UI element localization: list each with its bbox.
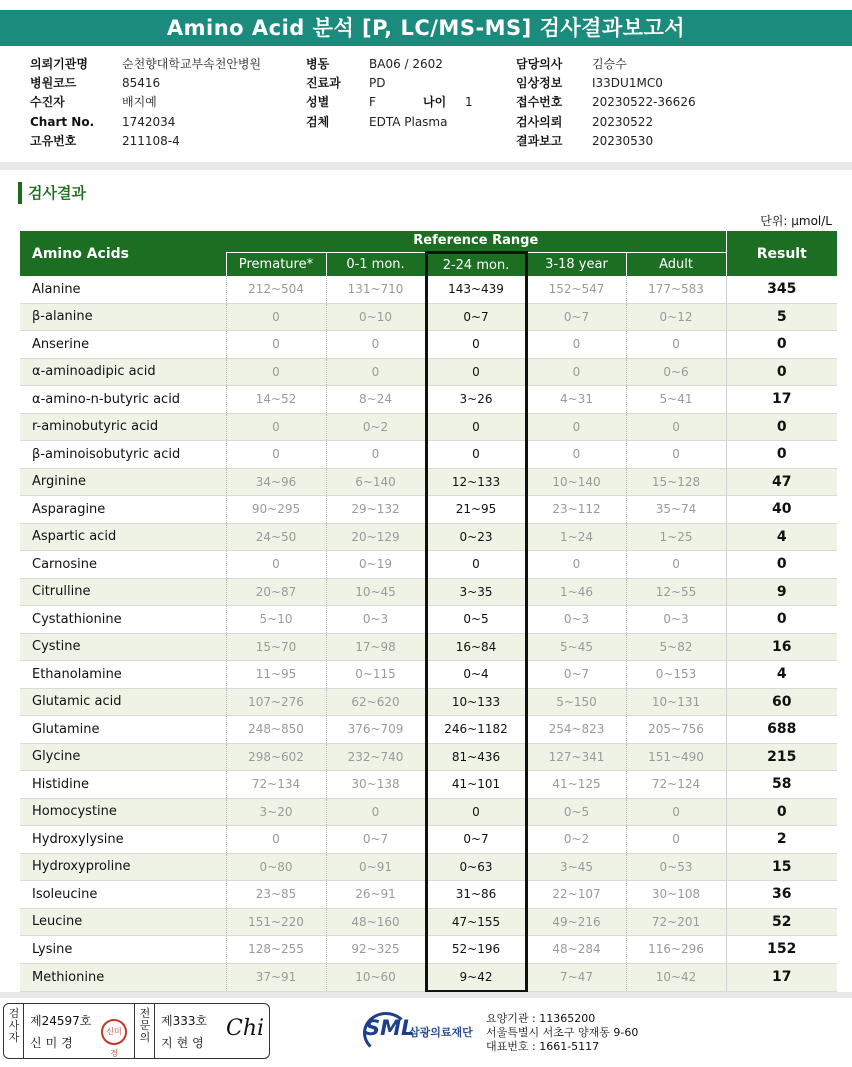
reference-range-cell: 143~439	[426, 276, 526, 303]
reference-range-cell: 0~3	[626, 606, 726, 634]
table-row	[20, 661, 837, 689]
patient-info	[30, 55, 840, 150]
amino-acid-name: α-amino-n-butyric acid	[20, 386, 226, 414]
col-0-1-mon: 0-1 mon.	[326, 253, 426, 277]
reference-range-cell: 3~45	[526, 853, 626, 881]
table-row	[20, 578, 837, 606]
info-c1-4	[30, 132, 180, 151]
lab-info-line: 요양기관 : 11365200	[486, 1012, 596, 1025]
info-key: 나이	[423, 95, 447, 109]
reference-range-cell: 17~98	[326, 633, 426, 661]
reference-range-cell: 116~296	[626, 936, 726, 964]
table-row	[20, 358, 837, 386]
reference-range-cell: 205~756	[626, 716, 726, 744]
reference-range-cell: 0	[426, 441, 526, 469]
info-key: Chart No.	[30, 115, 95, 129]
reference-range-cell: 3~35	[426, 578, 526, 606]
col-2-24-mon: 2-24 mon.	[426, 253, 526, 277]
amino-acid-name: Glycine	[20, 743, 226, 771]
reference-range-cell: 81~436	[426, 743, 526, 771]
reference-range-cell: 23~112	[526, 496, 626, 524]
info-c1-1	[30, 74, 160, 93]
col-premature: Premature*	[226, 253, 326, 277]
reference-range-cell: 127~341	[526, 743, 626, 771]
signature: Chi	[226, 1016, 265, 1041]
reference-range-cell: 22~107	[526, 881, 626, 909]
reference-range-cell: 254~823	[526, 716, 626, 744]
table-row	[20, 716, 837, 744]
reference-range-cell: 3~26	[426, 386, 526, 414]
reference-range-cell: 0	[226, 551, 326, 579]
info-value: PD	[369, 76, 386, 90]
reference-range-cell: 10~131	[626, 688, 726, 716]
info-c3-0	[516, 55, 627, 74]
reference-range-cell: 0~91	[326, 853, 426, 881]
reference-range-cell: 34~96	[226, 468, 326, 496]
table-row	[20, 798, 837, 826]
info-key: 수진자	[30, 95, 65, 109]
reference-range-cell: 5~41	[626, 386, 726, 414]
result-cell: 17	[726, 386, 837, 414]
reference-range-cell: 52~196	[426, 936, 526, 964]
info-c3-3	[516, 113, 653, 132]
reference-range-cell: 0	[526, 441, 626, 469]
reference-range-cell: 72~124	[626, 771, 726, 799]
table-row	[20, 496, 837, 524]
info-value: I33DU1MC0	[592, 76, 663, 90]
reference-range-cell: 0~6	[626, 358, 726, 386]
reference-range-cell: 48~284	[526, 936, 626, 964]
reference-range-cell: 1~46	[526, 578, 626, 606]
amino-acid-name: β-aminoisobutyric acid	[20, 441, 226, 469]
amino-acid-name: Cystine	[20, 633, 226, 661]
info-age	[423, 93, 473, 112]
table-row	[20, 523, 837, 551]
amino-acid-name: β-alanine	[20, 303, 226, 331]
reference-range-cell: 0~63	[426, 853, 526, 881]
table-row	[20, 633, 837, 661]
reference-range-cell: 0~3	[326, 606, 426, 634]
amino-acid-name: Aspartic acid	[20, 523, 226, 551]
reference-range-cell: 0	[626, 826, 726, 854]
info-value: F	[369, 95, 376, 109]
reference-range-cell: 0	[426, 413, 526, 441]
table-row	[20, 881, 837, 909]
table-row	[20, 688, 837, 716]
specialist-label-char: 전	[139, 1007, 151, 1020]
result-cell: 4	[726, 661, 837, 689]
reference-range-cell: 10~45	[326, 578, 426, 606]
specialist-id: 제333호	[161, 1014, 208, 1028]
amino-acid-name: Anserine	[20, 331, 226, 359]
info-c3-1	[516, 74, 663, 93]
info-value: 20230522-36626	[592, 95, 696, 109]
result-cell: 0	[726, 798, 837, 826]
reference-range-cell: 1~25	[626, 523, 726, 551]
result-cell: 215	[726, 743, 837, 771]
reference-range-cell: 5~45	[526, 633, 626, 661]
reference-range-cell: 0~7	[426, 303, 526, 331]
reference-range-cell: 9~42	[426, 963, 526, 992]
reference-range-cell: 15~70	[226, 633, 326, 661]
reference-range-cell: 152~547	[526, 276, 626, 303]
table-row	[20, 468, 837, 496]
info-value: BA06 / 2602	[369, 57, 443, 71]
table-row	[20, 826, 837, 854]
reference-range-cell: 151~490	[626, 743, 726, 771]
reference-range-cell: 151~220	[226, 908, 326, 936]
amino-acid-name: Hydroxyproline	[20, 853, 226, 881]
amino-acid-name: Citrulline	[20, 578, 226, 606]
amino-acid-name: Lysine	[20, 936, 226, 964]
info-value: 배지예	[122, 95, 157, 109]
result-cell: 0	[726, 441, 837, 469]
reference-range-cell: 376~709	[326, 716, 426, 744]
reference-range-cell: 1~24	[526, 523, 626, 551]
reference-range-cell: 29~132	[326, 496, 426, 524]
info-key: 성별	[306, 95, 330, 109]
table-row	[20, 413, 837, 441]
reference-range-cell: 0	[226, 303, 326, 331]
reference-range-cell: 128~255	[226, 936, 326, 964]
seal-stamp: 신미경	[101, 1019, 127, 1045]
unit-label: 단위: μmol/L	[760, 214, 832, 228]
reference-range-cell: 0	[326, 358, 426, 386]
reference-range-cell: 15~128	[626, 468, 726, 496]
reference-range-cell: 49~216	[526, 908, 626, 936]
reference-range-cell: 48~160	[326, 908, 426, 936]
reference-range-cell: 0~7	[426, 826, 526, 854]
signature-box	[3, 1003, 270, 1059]
reference-range-cell: 47~155	[426, 908, 526, 936]
reference-range-cell: 0~5	[526, 798, 626, 826]
reference-range-cell: 0~2	[526, 826, 626, 854]
tester-name: 신미경	[30, 1036, 77, 1050]
reference-range-cell: 0~4	[426, 661, 526, 689]
reference-range-cell: 3~20	[226, 798, 326, 826]
reference-range-cell: 0	[626, 331, 726, 359]
reference-range-cell: 21~95	[426, 496, 526, 524]
table-row	[20, 606, 837, 634]
specialist-label-char: 의	[139, 1031, 151, 1044]
amino-acid-name: Histidine	[20, 771, 226, 799]
info-c2-1	[306, 74, 385, 93]
reference-range-cell: 0~7	[326, 826, 426, 854]
result-cell: 47	[726, 468, 837, 496]
reference-range-cell: 0	[526, 551, 626, 579]
reference-range-cell: 0~2	[326, 413, 426, 441]
reference-range-cell: 30~138	[326, 771, 426, 799]
table-row	[20, 551, 837, 579]
reference-range-cell: 0	[226, 826, 326, 854]
amino-acid-name: Leucine	[20, 908, 226, 936]
info-value: 85416	[122, 76, 161, 90]
col-adult: Adult	[626, 253, 726, 277]
reference-range-cell: 0~7	[526, 661, 626, 689]
reference-range-cell: 0	[226, 358, 326, 386]
table-row	[20, 963, 837, 992]
reference-range-cell: 0	[526, 358, 626, 386]
reference-range-cell: 10~60	[326, 963, 426, 992]
reference-range-cell: 0	[326, 331, 426, 359]
reference-range-cell: 0	[626, 441, 726, 469]
section-divider	[0, 162, 852, 170]
reference-range-cell: 0	[426, 551, 526, 579]
reference-range-cell: 7~47	[526, 963, 626, 992]
reference-range-cell: 11~95	[226, 661, 326, 689]
reference-range-cell: 248~850	[226, 716, 326, 744]
amino-acid-name: Methionine	[20, 963, 226, 992]
info-c2-2	[306, 93, 376, 112]
reference-range-cell: 5~150	[526, 688, 626, 716]
reference-range-cell: 0	[426, 798, 526, 826]
col-result: Result	[726, 231, 837, 276]
info-key: 검체	[306, 115, 330, 129]
reference-range-cell: 0	[226, 441, 326, 469]
info-key: 담당의사	[516, 57, 563, 71]
info-c2-3	[306, 113, 447, 132]
info-value: 1742034	[122, 115, 176, 129]
lab-info	[486, 1012, 638, 1054]
result-cell: 15	[726, 853, 837, 881]
reference-range-cell: 23~85	[226, 881, 326, 909]
info-c3-4	[516, 132, 653, 151]
info-key: 진료과	[306, 76, 341, 90]
table-row	[20, 331, 837, 359]
reference-range-cell: 20~129	[326, 523, 426, 551]
specialist-name: 지현영	[161, 1036, 208, 1050]
reference-range-cell: 298~602	[226, 743, 326, 771]
reference-range-cell: 90~295	[226, 496, 326, 524]
result-cell: 58	[726, 771, 837, 799]
reference-range-cell: 0	[226, 331, 326, 359]
reference-range-cell: 0~10	[326, 303, 426, 331]
reference-range-cell: 31~86	[426, 881, 526, 909]
table-row	[20, 386, 837, 414]
reference-range-cell: 26~91	[326, 881, 426, 909]
result-cell: 345	[726, 276, 837, 303]
footer-divider	[0, 992, 852, 998]
logo-text: SML	[365, 1016, 415, 1040]
reference-range-cell: 0~53	[626, 853, 726, 881]
result-cell: 9	[726, 578, 837, 606]
reference-range-cell: 6~140	[326, 468, 426, 496]
info-value: 211108-4	[122, 134, 180, 148]
info-key: 검사의뢰	[516, 115, 563, 129]
reference-range-cell: 72~201	[626, 908, 726, 936]
table-row	[20, 936, 837, 964]
reference-range-cell: 0~115	[326, 661, 426, 689]
info-value: 1	[465, 95, 473, 109]
amino-acid-name: Homocystine	[20, 798, 226, 826]
reference-range-cell: 4~31	[526, 386, 626, 414]
info-c1-2	[30, 93, 157, 112]
lab-info-line: 대표번호 : 1661-5117	[486, 1040, 600, 1053]
info-key: 고유번호	[30, 134, 77, 148]
reference-range-cell: 0	[326, 798, 426, 826]
col-amino-acids: Amino Acids	[20, 231, 226, 276]
info-key: 의뢰기관명	[30, 57, 88, 71]
reference-range-cell: 8~24	[326, 386, 426, 414]
table-row	[20, 908, 837, 936]
result-cell: 0	[726, 331, 837, 359]
reference-range-cell: 12~133	[426, 468, 526, 496]
result-cell: 4	[726, 523, 837, 551]
result-cell: 40	[726, 496, 837, 524]
amino-acid-name: Asparagine	[20, 496, 226, 524]
reference-range-cell: 12~55	[626, 578, 726, 606]
section-title: 검사결과	[18, 182, 86, 204]
table-row	[20, 853, 837, 881]
table-row	[20, 276, 837, 303]
reference-range-cell: 177~583	[626, 276, 726, 303]
reference-range-cell: 131~710	[326, 276, 426, 303]
tester-label-char: 자	[8, 1031, 20, 1044]
tester-label	[7, 1008, 21, 1044]
tester-label-char: 사	[8, 1019, 20, 1032]
reference-range-cell: 20~87	[226, 578, 326, 606]
reference-range-cell: 10~42	[626, 963, 726, 992]
reference-range-cell: 16~84	[426, 633, 526, 661]
reference-range-cell: 246~1182	[426, 716, 526, 744]
amino-acid-name: Alanine	[20, 276, 226, 303]
amino-acid-name: r-aminobutyric acid	[20, 413, 226, 441]
reference-range-cell: 35~74	[626, 496, 726, 524]
reference-range-cell: 107~276	[226, 688, 326, 716]
reference-range-cell: 0~19	[326, 551, 426, 579]
reference-range-cell: 37~91	[226, 963, 326, 992]
reference-range-cell: 30~108	[626, 881, 726, 909]
reference-range-cell: 0	[526, 413, 626, 441]
info-key: 결과보고	[516, 134, 563, 148]
result-cell: 2	[726, 826, 837, 854]
info-c1-3	[30, 113, 175, 132]
reference-range-cell: 0	[226, 413, 326, 441]
col-3-18-year: 3-18 year	[526, 253, 626, 277]
table-row	[20, 441, 837, 469]
result-cell: 52	[726, 908, 837, 936]
result-cell: 0	[726, 413, 837, 441]
result-cell: 0	[726, 551, 837, 579]
amino-acid-name: Hydroxylysine	[20, 826, 226, 854]
amino-acid-table	[20, 231, 837, 993]
result-cell: 5	[726, 303, 837, 331]
info-value: 20230530	[592, 134, 654, 148]
result-cell: 0	[726, 606, 837, 634]
info-c2-0	[306, 55, 443, 74]
reference-range-cell: 24~50	[226, 523, 326, 551]
reference-range-cell: 0~5	[426, 606, 526, 634]
reference-range-cell: 5~82	[626, 633, 726, 661]
result-cell: 688	[726, 716, 837, 744]
reference-range-cell: 72~134	[226, 771, 326, 799]
info-key: 임상정보	[516, 76, 563, 90]
info-value: EDTA Plasma	[369, 115, 448, 129]
reference-range-cell: 0	[526, 331, 626, 359]
info-key: 접수번호	[516, 95, 563, 109]
table-row	[20, 743, 837, 771]
amino-acid-name: Glutamine	[20, 716, 226, 744]
tester-label-char: 검	[8, 1007, 20, 1020]
table-row	[20, 771, 837, 799]
amino-acid-name: Ethanolamine	[20, 661, 226, 689]
report-title: Amino Acid 분석 [P, LC/MS-MS] 검사결과보고서	[0, 10, 852, 46]
reference-range-cell: 41~101	[426, 771, 526, 799]
reference-range-cell: 0~23	[426, 523, 526, 551]
amino-acid-name: Cystathionine	[20, 606, 226, 634]
reference-range-cell: 212~504	[226, 276, 326, 303]
result-cell: 17	[726, 963, 837, 992]
col-reference-range: Reference Range	[226, 231, 726, 253]
reference-range-cell: 5~10	[226, 606, 326, 634]
info-value: 20230522	[592, 115, 654, 129]
reference-range-cell: 0	[626, 551, 726, 579]
reference-range-cell: 0	[326, 441, 426, 469]
info-value: 김승수	[592, 57, 627, 71]
reference-range-cell: 62~620	[326, 688, 426, 716]
table-row	[20, 303, 837, 331]
sml-logo	[365, 1012, 485, 1052]
amino-acid-name: α-aminoadipic acid	[20, 358, 226, 386]
reference-range-cell: 0~7	[526, 303, 626, 331]
result-cell: 36	[726, 881, 837, 909]
reference-range-cell: 92~325	[326, 936, 426, 964]
logo-name: 삼광의료재단	[409, 1026, 473, 1039]
reference-range-cell: 0~153	[626, 661, 726, 689]
info-value: 순천향대학교부속천안병원	[122, 57, 262, 71]
info-c3-2	[516, 93, 696, 112]
amino-acid-name: Isoleucine	[20, 881, 226, 909]
reference-range-cell: 232~740	[326, 743, 426, 771]
info-c1-0	[30, 55, 261, 74]
amino-acid-name: Glutamic acid	[20, 688, 226, 716]
reference-range-cell: 41~125	[526, 771, 626, 799]
lab-info-line: 서울특별시 서초구 양재동 9-60	[486, 1026, 639, 1039]
result-cell: 152	[726, 936, 837, 964]
reference-range-cell: 10~133	[426, 688, 526, 716]
amino-acid-name: Arginine	[20, 468, 226, 496]
reference-range-cell: 0	[626, 413, 726, 441]
reference-range-cell: 0~80	[226, 853, 326, 881]
tester-id: 제24597호	[30, 1014, 92, 1028]
reference-range-cell: 0~3	[526, 606, 626, 634]
reference-range-cell: 0	[426, 358, 526, 386]
result-cell: 60	[726, 688, 837, 716]
reference-range-cell: 14~52	[226, 386, 326, 414]
result-cell: 0	[726, 358, 837, 386]
specialist-label	[138, 1008, 152, 1044]
reference-range-cell: 10~140	[526, 468, 626, 496]
reference-range-cell: 0	[626, 798, 726, 826]
info-key: 병원코드	[30, 76, 77, 90]
specialist-label-char: 문	[139, 1019, 151, 1032]
reference-range-cell: 0~12	[626, 303, 726, 331]
amino-acid-name: Carnosine	[20, 551, 226, 579]
reference-range-cell: 0	[426, 331, 526, 359]
info-key: 병동	[306, 57, 330, 71]
result-cell: 16	[726, 633, 837, 661]
